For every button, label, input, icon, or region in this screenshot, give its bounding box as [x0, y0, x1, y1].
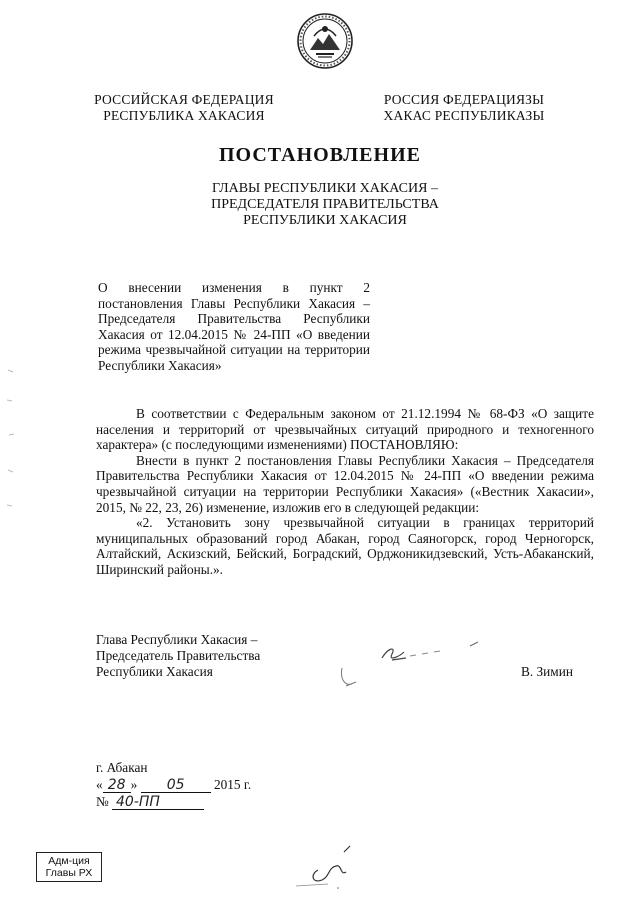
body-paragraph-3: «2. Установить зону чрезвычайной ситуации в границах территорий муниципальных образований город Абакан, город Саяногорск, город Черногорск, Алтайский, Аскизский, Бейский, Боградский, Орджоникидзевский, Усть-Абаканский, Ширинский районы.». [96, 515, 594, 577]
document-date [96, 777, 251, 793]
coat-of-arms-icon [296, 12, 354, 70]
header-left [92, 92, 276, 124]
document-subject: О внесении изменения в пункт 2 постановления Главы Республики Хакасия – Председателя Правительства Республики Хакасия от 12.04.2015 № 24-ПП «О введении режима чрезвычайной ситуации на территории Республики Хакасия» [98, 280, 370, 373]
signatory-name: В. Зимин [521, 664, 573, 679]
body-paragraph-2: Внести в пункт 2 постановления Главы Республики Хакасия – Председателя Правительства Республики Хакасия от 12.04.2015 № 24-ПП «О введении режима чрезвычайной ситуации на территории Республики Хакасия» («Вестник Хакасии», 2015, № 22, 23, 26) изменение, изложив его в следующей редакции: [96, 452, 594, 515]
signature-line1: Глава Республики Хакасия – [96, 632, 258, 647]
document-place: г. Абакан [96, 760, 148, 775]
date-month: 05 [141, 779, 211, 793]
subtitle-line2: ПРЕДСЕДАТЕЛЯ ПРАВИТЕЛЬСТВА [211, 197, 439, 212]
signature-title [96, 632, 316, 680]
signature-line3: Республики Хакасия [96, 664, 213, 679]
margin-marks [4, 360, 18, 530]
date-year: 2015 г. [213, 777, 252, 792]
date-quote-close: » [130, 777, 138, 792]
signature-line2: Председатель Правительства [96, 648, 261, 663]
header-right [380, 92, 548, 124]
stamp-line1: Адм-ция [48, 855, 90, 867]
handwritten-signature [330, 636, 490, 698]
body-paragraph-1: В соответствии с Федеральным законом от 21.12.1994 № 68-ФЗ «О защите населения и территорий от чрезвычайных ситуаций природного и техногенного характера» (с последующими изменениями) ПОСТАНОВЛЯЮ: [96, 406, 594, 453]
number-prefix: № [96, 794, 109, 809]
date-quote-open: « [96, 777, 103, 792]
registry-stamp [36, 852, 102, 882]
header-left-line1: РОССИЙСКАЯ ФЕДЕРАЦИЯ [94, 92, 274, 107]
stamp-line2: Главы РХ [45, 867, 93, 879]
coat-of-arms-emblem [296, 12, 354, 70]
number-value: 40-ПП [112, 796, 204, 810]
date-day: 28 [103, 779, 131, 793]
document-subtitle [180, 181, 470, 229]
header-left-line2: РЕСПУБЛИКА ХАКАСИЯ [103, 108, 265, 123]
subtitle-line1: ГЛАВЫ РЕСПУБЛИКИ ХАКАСИЯ – [212, 181, 438, 196]
header-right-line2: ХАКАС РЕСПУБЛИКАЗЫ [383, 108, 545, 123]
document-title: ПОСТАНОВЛЕНИЕ [219, 144, 421, 166]
document-number [96, 794, 204, 810]
bottom-handwritten-mark [288, 840, 368, 894]
document-body [96, 406, 594, 578]
subtitle-line3: РЕСПУБЛИКИ ХАКАСИЯ [243, 213, 407, 228]
header-right-line1: РОССИЯ ФЕДЕРАЦИЯЗЫ [383, 92, 545, 107]
